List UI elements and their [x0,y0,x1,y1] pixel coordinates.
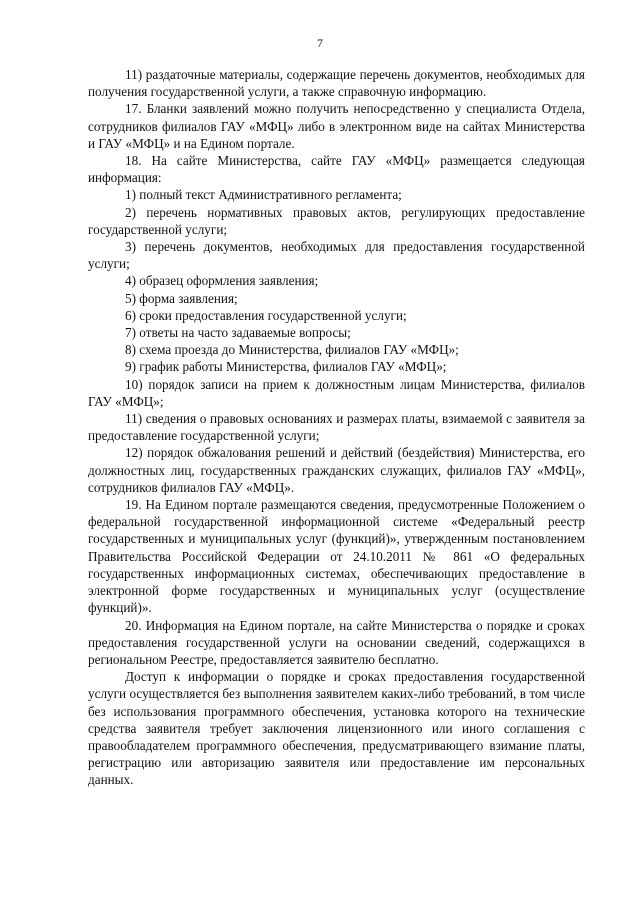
list-item-1: 1) полный текст Административного регламента; [125,187,402,203]
list-item-11: 11) сведения о правовых основаниях и размерах платы, взимаемой с заявителя за предоставление государственной услуги; [88,411,585,444]
paragraph-access-info: Доступ к информации о порядке и сроках предоставления государственной услуги осуществляется без выполнения заявителем каких-либо требований, в том числе без использования программного обеспечения, установка которого на технические средства заявителя требует заключения лицензионного или иного соглашения с правообладателем программного обеспечения, предусматривающего взимание платы, регистрацию или авторизацию заявителя или предоставление им персональных данных. [88,669,585,788]
paragraph-section-17: 17. Бланки заявлений можно получить непосредственно у специалиста Отдела, сотрудников филиалов ГАУ «МФЦ» либо в электронном виде на сайтах Министерства и ГАУ «МФЦ» и на Едином портале. [88,101,585,151]
paragraph-section-19: 19. На Едином портале размещаются сведения, предусмотренные Положением о федеральной государственной информационной системе «Федеральный реестр государственных и муниципальных услуг (функций)», утвержденным постановлением Правительства Российской Федерации от 24.10.2011 № 861 «О федеральных государственных информационных системах, обеспечивающих предоставление в электронной форме государственных и муниципальных услуг (осуществление функций)». [88,497,585,616]
list-item-12: 12) порядок обжалования решений и действий (бездействия) Министерства, его должностных лиц, государственных гражданских служащих, филиалов ГАУ «МФЦ», сотрудников филиалов ГАУ «МФЦ». [88,445,585,495]
list-item-3: 3) перечень документов, необходимых для предоставления государственной услуги; [88,239,585,272]
list-item-2: 2) перечень нормативных правовых актов, регулирующих предоставление государственной услуги; [88,204,585,237]
paragraph-section-18: 18. На сайте Министерства, сайте ГАУ «МФЦ» размещается следующая информация: [88,153,585,186]
list-item-4: 4) образец оформления заявления; [125,273,319,289]
list-item-5: 5) форма заявления; [125,290,238,306]
list-item-10: 10) порядок записи на прием к должностным лицам Министерства, филиалов ГАУ «МФЦ»; [88,376,585,409]
list-item-8: 8) схема проезда до Министерства, филиалов ГАУ «МФЦ»; [125,342,459,358]
list-item-9: 9) график работы Министерства, филиалов ГАУ «МФЦ»; [125,359,447,375]
paragraph-item-11-handouts: 11) раздаточные материалы, содержащие перечень документов, необходимых для получения государственной услуги, а также справочную информацию. [88,67,585,100]
paragraph-section-20: 20. Информация на Едином портале, на сайте Министерства о порядке и сроках предоставления государственной услуги на основании сведений, содержащихся в региональном Реестре, предоставляется заявителю бесплатно. [88,617,585,667]
document-body [88,66,585,789]
page-number: 7 [317,36,323,50]
list-item-7: 7) ответы на часто задаваемые вопросы; [125,325,351,341]
list-item-6: 6) сроки предоставления государственной услуги; [125,307,407,323]
